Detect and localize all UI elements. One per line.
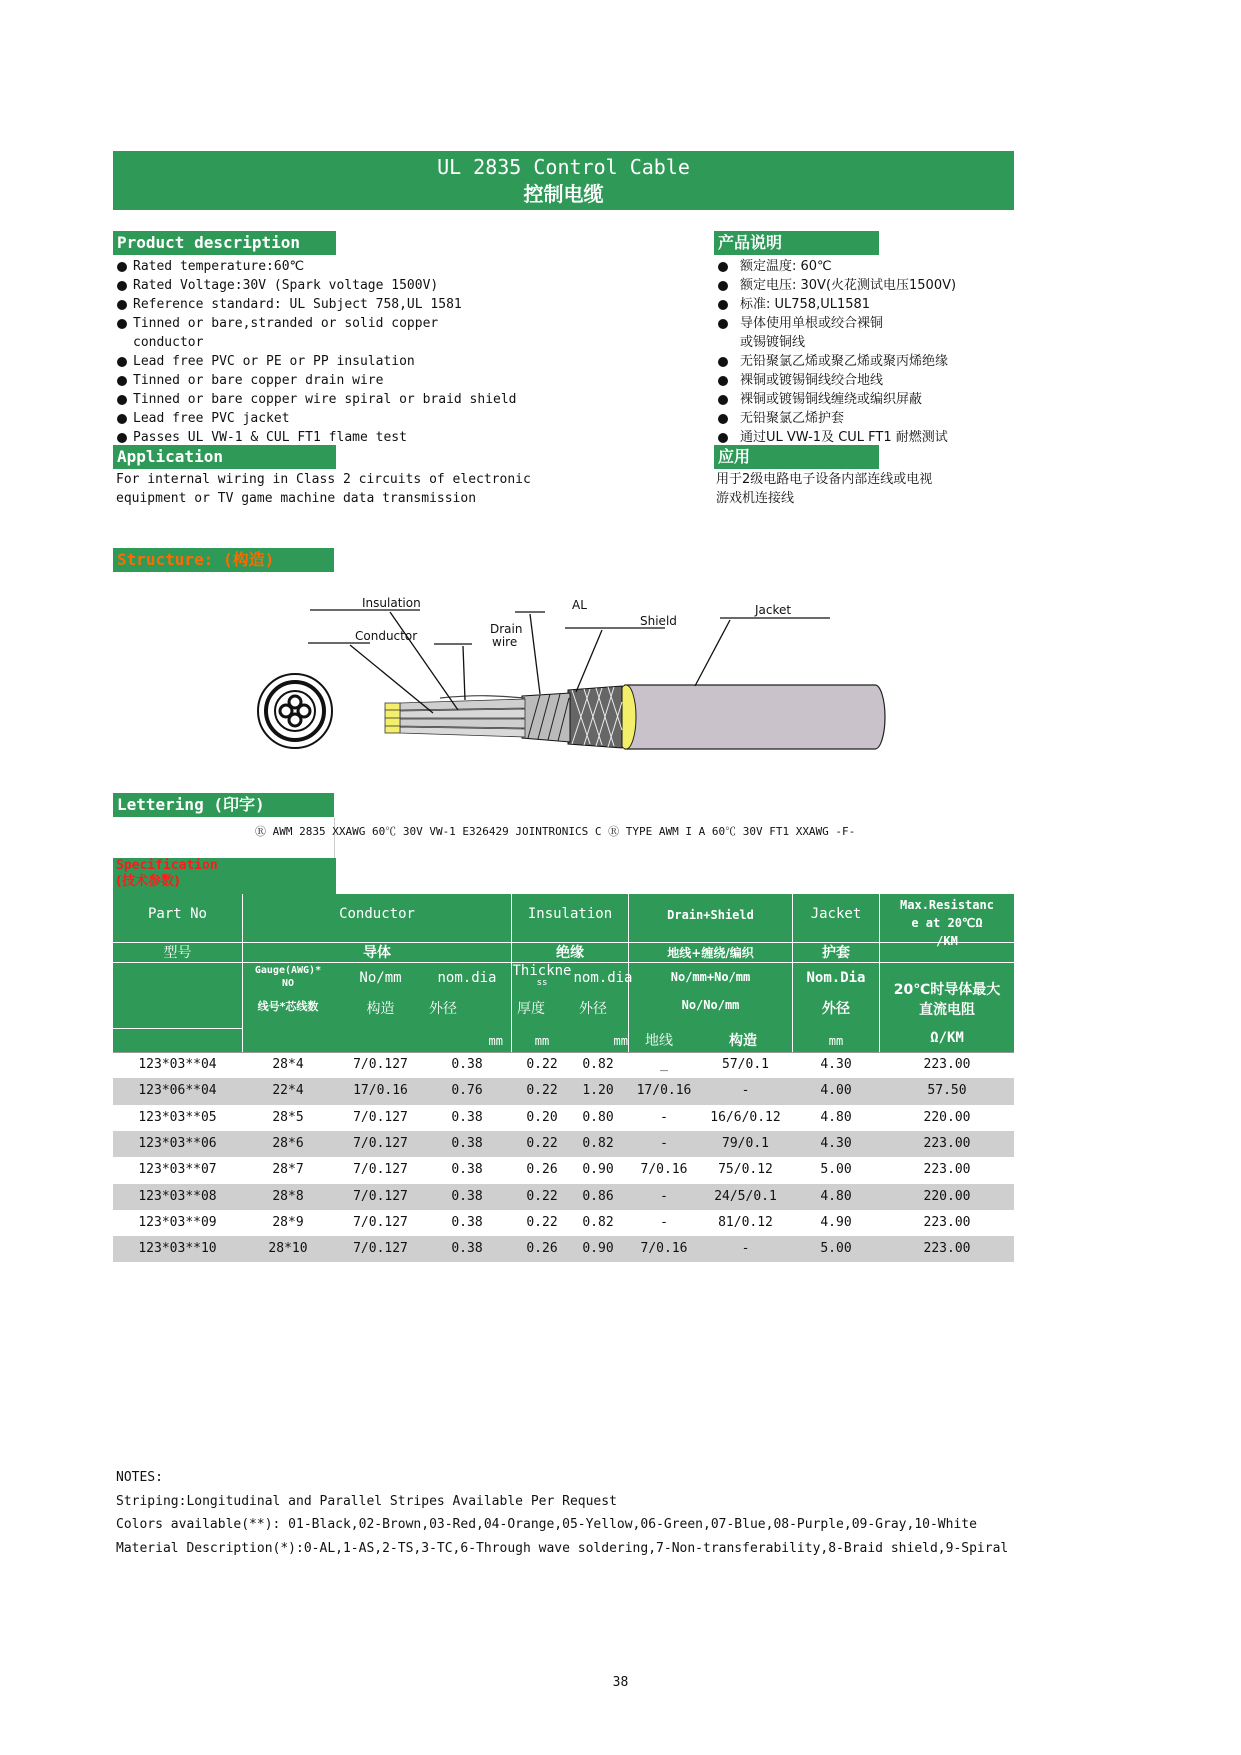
application-line-cn: 用于2级电路电子设备内部连线或电视 [716, 472, 933, 487]
application-text-en [116, 470, 531, 508]
cell-conductor-no-mm: 7/0.127 [353, 1162, 408, 1178]
cell-drain-wire: 7/0.16 [640, 1162, 688, 1178]
cell-insulation-nom-dia: 0.82 [582, 1214, 614, 1230]
cell-jacket-nom-dia: 4.30 [820, 1057, 852, 1072]
cell-conductor-no-mm: 7/0.127 [353, 1135, 408, 1151]
hdr-ins-unit-mm: mm [534, 1034, 550, 1048]
product-description-list-cn [714, 257, 956, 447]
hdr-drain-mid: No/No/mm [681, 998, 740, 1012]
hdr-drain-top: No/mm+No/mm [670, 970, 751, 984]
cell-insulation-thickness: 0.22 [526, 1135, 558, 1151]
table-top-rule [113, 1052, 1014, 1053]
application-line: For internal wiring in Class 2 circuits of electronic [116, 472, 531, 487]
cell-conductor-nom-dia: 0.76 [451, 1083, 483, 1099]
cell-insulation-nom-dia: 1.20 [582, 1083, 614, 1099]
cell-conductor-nom-dia: 0.38 [451, 1057, 483, 1072]
application-line-cn: 游戏机连接线 [716, 491, 795, 506]
hdr-drain-cn-1: 地线 [645, 1033, 673, 1049]
hdr-jacket-nom-cn: 外径 [822, 1001, 850, 1017]
braid-shield [568, 686, 622, 748]
cell-conductor-nom-dia: 0.38 [451, 1241, 483, 1257]
hdr-drain-shield: Drain+Shield [667, 908, 754, 922]
hdr-part-no-cn: 型号 [163, 945, 192, 961]
product-description-heading-cn [714, 231, 879, 255]
hdr-part-no: Part No [147, 906, 207, 922]
hdr-no-mm: No/mm [359, 970, 402, 986]
cell-jacket-nom-dia: 4.80 [820, 1188, 852, 1204]
cell-insulation-nom-dia: 0.90 [582, 1241, 614, 1257]
application-line: equipment or TV game machine data transmission [116, 491, 477, 506]
cell-gauge: 28*7 [272, 1162, 304, 1178]
structure-heading-text: Structure: (构造) [117, 550, 275, 569]
lettering-text: Ⓡ AWM 2835 XXAWG 60℃ 30V VW-1 E326429 JOINTRONICS C Ⓡ TYPE AWM I A 60℃ 30V FT1 XXAWG -F- [255, 825, 856, 838]
notes-line-striping: Striping:Longitudinal and Parallel Stripes Available Per Request [116, 1493, 617, 1509]
notes-title: NOTES: [116, 1470, 163, 1485]
hdr-res-cn-2: 直流电阻 [919, 1002, 975, 1018]
cell-conductor-nom-dia: 0.38 [451, 1162, 483, 1178]
lettering-heading-text: Lettering (印字) [117, 795, 265, 814]
cell-shield: 16/6/0.12 [710, 1109, 781, 1125]
page-number: 38 [612, 1675, 629, 1690]
cell-max-resistance: 57.50 [927, 1083, 967, 1099]
desc-item-cn: 通过UL VW-1及 CUL FT1 耐燃测试 [714, 428, 956, 447]
desc-item: Rated Voltage:30V (Spark voltage 1500V) [113, 276, 517, 295]
cell-insulation-thickness: 0.22 [526, 1057, 558, 1072]
cell-shield: 79/0.1 [722, 1135, 769, 1151]
lettering-heading [113, 793, 334, 817]
application-text-cn [716, 470, 932, 508]
cable-jacket [625, 685, 885, 749]
desc-item: Tinned or bare copper drain wire [113, 371, 517, 390]
table-row [113, 1105, 1014, 1131]
hdr-nom-dia-cn: 外径 [429, 1001, 457, 1017]
hdr-max-res-3: /KM [936, 934, 958, 948]
specification-heading-cn: (技术参数) [116, 874, 180, 889]
label-drain-2: wire [492, 635, 518, 649]
cell-drain-wire: _ [660, 1057, 668, 1072]
desc-item: Reference standard: UL Subject 758,UL 1581 [113, 295, 517, 314]
title-en: UL 2835 Control Cable [437, 155, 690, 179]
table-row [113, 1078, 1014, 1104]
spec-table-header [113, 894, 1014, 1052]
cell-insulation-nom-dia: 0.82 [582, 1057, 614, 1072]
cell-part-no: 123*03**08 [138, 1188, 217, 1204]
cell-max-resistance: 223.00 [923, 1241, 971, 1257]
desc-item-cn: 无铅聚氯乙烯护套 [714, 409, 956, 428]
cell-conductor-no-mm: 17/0.16 [353, 1083, 408, 1099]
desc-item: Tinned or bare copper wire spiral or braid shield [113, 390, 517, 409]
cell-jacket-nom-dia: 4.80 [820, 1109, 852, 1125]
desc-item: Rated temperature:60℃ [113, 257, 517, 276]
label-al: AL [572, 598, 587, 612]
hdr-drain-cn-2: 构造 [729, 1033, 757, 1049]
cell-shield: 24/5/0.1 [714, 1188, 777, 1204]
hdr-max-res [880, 896, 1014, 950]
hdr-insulation-cn: 绝缘 [556, 945, 584, 961]
cell-part-no: 123*03**05 [138, 1109, 217, 1125]
cell-gauge: 28*4 [272, 1057, 304, 1072]
cell-drain-wire: 17/0.16 [636, 1083, 692, 1099]
hdr-conductor: Conductor [339, 906, 415, 922]
cell-shield: 81/0.12 [718, 1214, 773, 1230]
cell-drain-wire: - [660, 1188, 668, 1204]
desc-item-cn: 标准: UL758,UL1581 [714, 295, 956, 314]
application-heading-text: Application [117, 447, 223, 466]
cell-jacket-nom-dia: 5.00 [820, 1162, 852, 1178]
cell-max-resistance: 220.00 [923, 1109, 971, 1125]
cell-part-no: 123*03**09 [138, 1214, 217, 1230]
cell-insulation-nom-dia: 0.80 [582, 1109, 614, 1125]
notes-line-material: Material Description(*):0-AL,1-AS,2-TS,3-TC,6-Through wave soldering,7-Non-transferability,8-Braid shield,9-Spiral [116, 1540, 1009, 1556]
cell-shield: 75/0.12 [718, 1162, 773, 1178]
label-shield: Shield [640, 614, 677, 628]
cell-gauge: 28*10 [268, 1241, 308, 1257]
hdr-gauge-cn: 线号*芯线数 [257, 1000, 319, 1013]
application-heading [113, 445, 336, 469]
cell-gauge: 28*6 [272, 1135, 304, 1151]
hdr-jacket-nom: Nom.Dia [806, 970, 866, 986]
hdr-res-cn [880, 980, 1014, 1020]
desc-item-cn: 裸铜或镀锡铜线缠绕或编织屏蔽 [714, 390, 956, 409]
cell-shield: 57/0.1 [722, 1057, 769, 1072]
hdr-ins-nom-dia: nom.dia [573, 970, 633, 986]
hdr-max-res-1: Max.Resistanc [900, 898, 994, 912]
hdr-jacket-cn: 护套 [822, 945, 850, 961]
cell-shield: - [741, 1241, 750, 1257]
cell-gauge: 28*9 [272, 1214, 304, 1230]
table-row [113, 1236, 1014, 1262]
cell-conductor-nom-dia: 0.38 [451, 1214, 483, 1230]
cell-insulation-thickness: 0.22 [526, 1214, 558, 1230]
cell-insulation-nom-dia: 0.86 [582, 1188, 614, 1204]
hdr-res-cn-1: 20℃时导体最大 [893, 982, 1001, 998]
desc-item: Lead free PVC or PE or PP insulation [113, 352, 517, 371]
hdr-gauge-2: NO [281, 978, 295, 989]
cell-gauge: 22*4 [272, 1083, 304, 1099]
label-insulation: Insulation [362, 596, 421, 610]
cell-insulation-nom-dia: 0.90 [582, 1162, 614, 1178]
desc-item-cn: 额定温度: 60℃ [714, 257, 956, 276]
hdr-ins-unit-mm-2: mm [613, 1034, 628, 1048]
cell-drain-wire: - [660, 1109, 668, 1125]
cell-shield: - [741, 1083, 750, 1099]
hdr-no-mm-cn: 构造 [366, 1001, 395, 1017]
cell-max-resistance: 220.00 [923, 1188, 971, 1204]
desc-item-cn: 无铅聚氯乙烯或聚乙烯或聚丙烯绝缘 [714, 352, 956, 371]
label-drain-1: Drain [490, 622, 523, 636]
cell-conductor-no-mm: 7/0.127 [353, 1241, 408, 1257]
hdr-ins-nom-dia-cn: 外径 [579, 1001, 607, 1017]
cell-insulation-thickness: 0.26 [526, 1241, 558, 1257]
desc-item-cn: 裸铜或镀锡铜线绞合地线 [714, 371, 956, 390]
application-heading-cn-text: 应用 [718, 447, 751, 466]
cell-drain-wire: 7/0.16 [640, 1241, 688, 1257]
cell-insulation-thickness: 0.20 [526, 1109, 558, 1125]
cell-conductor-no-mm: 7/0.127 [353, 1214, 408, 1230]
cable-structure-diagram [250, 590, 900, 760]
cable-cross-section [258, 674, 332, 748]
desc-item: Tinned or bare,stranded or solid copper [113, 314, 517, 333]
product-description-heading-text: Product description [117, 233, 301, 252]
cell-conductor-no-mm: 7/0.127 [353, 1057, 408, 1072]
hdr-gauge-1: Gauge(AWG)* [254, 965, 322, 976]
cell-insulation-thickness: 0.22 [526, 1083, 558, 1099]
product-description-heading [113, 231, 336, 255]
table-row [113, 1157, 1014, 1183]
cell-jacket-nom-dia: 4.90 [820, 1214, 852, 1230]
cell-insulation-thickness: 0.22 [526, 1188, 558, 1204]
table-row [113, 1210, 1014, 1236]
hdr-jacket-unit-mm: mm [828, 1034, 844, 1048]
title-banner [113, 151, 1014, 210]
table-row [113, 1184, 1014, 1210]
cell-gauge: 28*8 [272, 1188, 304, 1204]
table-row [113, 1052, 1014, 1078]
hdr-gauge [243, 964, 333, 990]
hdr-thickness-cn: 厚度 [517, 1001, 545, 1017]
application-heading-cn [714, 445, 879, 469]
product-description-heading-cn-text: 产品说明 [718, 233, 783, 252]
cell-part-no: 123*03**10 [138, 1241, 217, 1257]
notes [116, 1466, 1008, 1560]
spec-table-body [113, 1052, 1014, 1264]
cell-insulation-nom-dia: 0.82 [582, 1135, 614, 1151]
hdr-thickness-1: Thickne [512, 963, 572, 979]
cell-max-resistance: 223.00 [923, 1057, 971, 1072]
label-jacket: Jacket [755, 603, 792, 617]
cell-max-resistance: 223.00 [923, 1162, 971, 1178]
desc-item-cn: 额定电压: 30V(火花测试电压1500V) [714, 276, 956, 295]
hdr-thickness-2: ss [536, 978, 548, 988]
cell-conductor-nom-dia: 0.38 [451, 1109, 483, 1125]
product-description-list [113, 257, 517, 447]
hdr-res-unit: Ω/KM [930, 1030, 964, 1046]
structure-heading [113, 548, 334, 572]
hdr-jacket: Jacket [810, 906, 862, 922]
hdr-unit-mm: mm [488, 1034, 503, 1048]
notes-line-colors: Colors available(**): 01-Black,02-Brown,03-Red,04-Orange,05-Yellow,06-Green,07-Blue,08-Purple,09-Gray,10-White [116, 1517, 977, 1532]
cell-jacket-nom-dia: 5.00 [820, 1241, 852, 1257]
cell-max-resistance: 223.00 [923, 1214, 971, 1230]
cell-part-no: 123*03**04 [138, 1057, 217, 1072]
cell-drain-wire: - [660, 1214, 668, 1230]
table-row [113, 1131, 1014, 1157]
cell-max-resistance: 223.00 [923, 1135, 971, 1151]
hdr-drain-shield-cn: 地线+缠绕/编织 [667, 946, 754, 960]
cell-jacket-nom-dia: 4.30 [820, 1135, 852, 1151]
hdr-nom-dia: nom.dia [437, 970, 497, 986]
desc-item: Lead free PVC jacket [113, 409, 517, 428]
label-conductor: Conductor [355, 629, 418, 643]
cell-conductor-nom-dia: 0.38 [451, 1135, 483, 1151]
cell-drain-wire: - [660, 1135, 668, 1151]
hdr-insulation: Insulation [527, 906, 613, 922]
desc-item-cn: 导体使用单根或绞合裸铜 [714, 314, 956, 333]
desc-item-cn: 或锡镀铜线 [740, 335, 806, 350]
specification-heading-en: Specification [116, 858, 218, 873]
title-cn: 控制电缆 [523, 182, 604, 206]
cell-conductor-no-mm: 7/0.127 [353, 1109, 408, 1125]
conductors [385, 696, 525, 737]
desc-item: Passes UL VW-1 & CUL FT1 flame test [113, 428, 517, 447]
hdr-conductor-cn: 导体 [363, 945, 391, 961]
hdr-thickness [512, 962, 572, 986]
cell-insulation-thickness: 0.26 [526, 1162, 558, 1178]
cell-jacket-nom-dia: 4.00 [820, 1083, 852, 1099]
cell-part-no: 123*06**04 [138, 1083, 217, 1099]
desc-item: conductor [133, 335, 204, 350]
specification-heading [113, 858, 336, 894]
hdr-max-res-2: e at 20℃Ω [911, 916, 983, 930]
cell-part-no: 123*03**06 [138, 1135, 217, 1151]
cell-part-no: 123*03**07 [138, 1162, 217, 1178]
cell-conductor-nom-dia: 0.38 [451, 1188, 483, 1204]
cell-conductor-no-mm: 7/0.127 [353, 1188, 408, 1204]
cell-gauge: 28*5 [272, 1109, 304, 1125]
